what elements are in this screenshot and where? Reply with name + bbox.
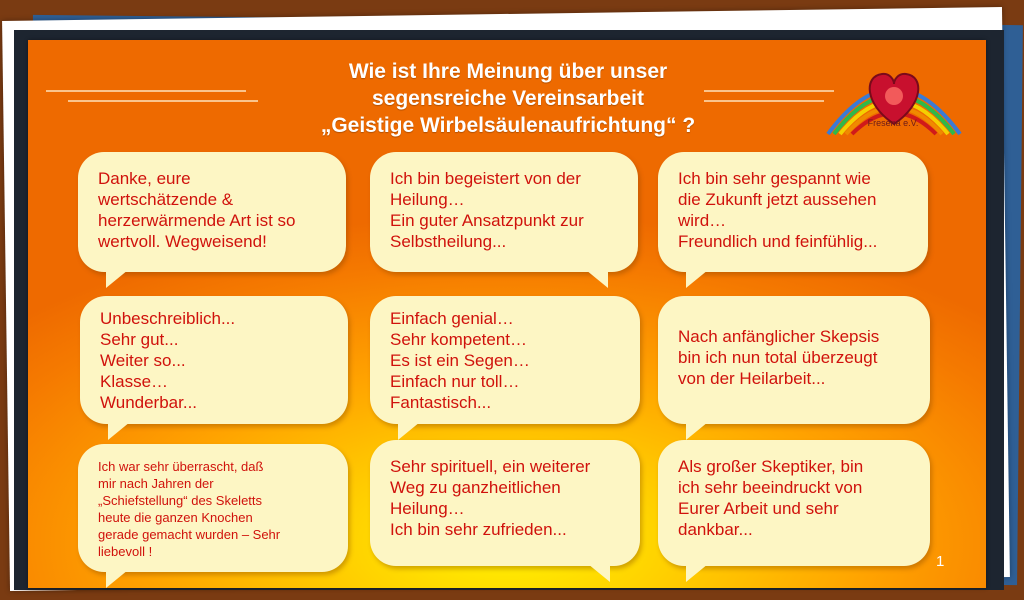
bubble-line: Ich bin sehr gespannt wie [678, 169, 871, 188]
bubble-line: Sehr gut... [100, 330, 179, 349]
bubble-line: ich sehr beeindruckt von [678, 478, 863, 497]
bubble-line: Selbstheilung... [390, 232, 507, 251]
bubble-line: liebevoll ! [98, 544, 153, 559]
bubble-line: gerade gemacht wurden – Sehr [98, 527, 281, 542]
bubble-line: Heilung… [390, 190, 465, 209]
title-line: segensreiche Vereinsarbeit [372, 87, 644, 110]
title-line: „Geistige Wirbelsäulenaufrichtung“ ? [320, 114, 696, 137]
bubble-line: „Schiefstellung“ des Skeletts [98, 493, 263, 508]
bubble-line: Sehr spirituell, ein weiterer [390, 457, 591, 476]
bubble-line: wertvoll. Wegweisend! [98, 232, 267, 251]
bubble-line: Danke, eure [98, 169, 191, 188]
bubble-line: Freundlich und feinfühlig... [678, 232, 878, 251]
bubble-line: Einfach nur toll… [390, 372, 520, 391]
feedback-bubble [658, 440, 930, 566]
slide-page-number: 1 [936, 553, 945, 570]
bubble-line: Klasse… [100, 372, 169, 391]
feedback-bubble [78, 444, 348, 572]
bubble-line: bin ich nun total überzeugt [678, 348, 878, 367]
title-line: Wie ist Ihre Meinung über unser [348, 60, 668, 83]
bubble-line: Heilung… [390, 499, 465, 518]
bubble-line: Ich bin sehr zufrieden... [390, 520, 567, 539]
bubble-line: Ein guter Ansatzpunkt zur [390, 211, 584, 230]
presentation-slide [28, 40, 986, 588]
bubble-line: dankbar... [678, 520, 753, 539]
feedback-bubble [370, 296, 640, 424]
feedback-bubble [370, 440, 640, 566]
fresena-heart-rainbow-logo [824, 54, 964, 146]
bubble-line: Eurer Arbeit und sehr [678, 499, 839, 518]
slide-title [228, 58, 788, 139]
feedback-bubble [658, 296, 930, 424]
feedback-bubble [370, 152, 638, 272]
feedback-bubble [658, 152, 928, 272]
bubble-line: Fantastisch... [390, 393, 492, 412]
bubble-line: Ich bin begeistert von der [390, 169, 581, 188]
decorative-line [46, 90, 246, 92]
logo-label: Fresena e.V. [867, 118, 919, 128]
bubble-line: die Zukunft jetzt aussehen [678, 190, 877, 209]
bubble-line: wertschätzende & [98, 190, 234, 209]
bubble-line: Wunderbar... [100, 393, 198, 412]
bubble-line: Weiter so... [100, 351, 186, 370]
bubble-line: wird… [678, 211, 727, 230]
bubble-line: von der Heilarbeit... [678, 369, 826, 388]
feedback-bubble [78, 152, 346, 272]
bubble-line: herzerwärmende Art ist so [98, 211, 296, 230]
bubble-line: Einfach genial… [390, 309, 514, 328]
bubble-line: Es ist ein Segen… [390, 351, 530, 370]
bubble-line: Nach anfänglicher Skepsis [678, 327, 880, 346]
bubble-line: Unbeschreiblich... [100, 309, 236, 328]
feedback-bubble [80, 296, 348, 424]
bubble-line: Ich war sehr überrascht, daß [98, 459, 264, 474]
bubble-line: Als großer Skeptiker, bin [678, 457, 864, 476]
bubble-line: Weg zu ganzheitlichen [390, 478, 561, 497]
bubble-line: heute die ganzen Knochen [98, 510, 253, 525]
bubble-line: mir nach Jahren der [98, 476, 214, 491]
bubble-line: Sehr kompetent… [390, 330, 528, 349]
